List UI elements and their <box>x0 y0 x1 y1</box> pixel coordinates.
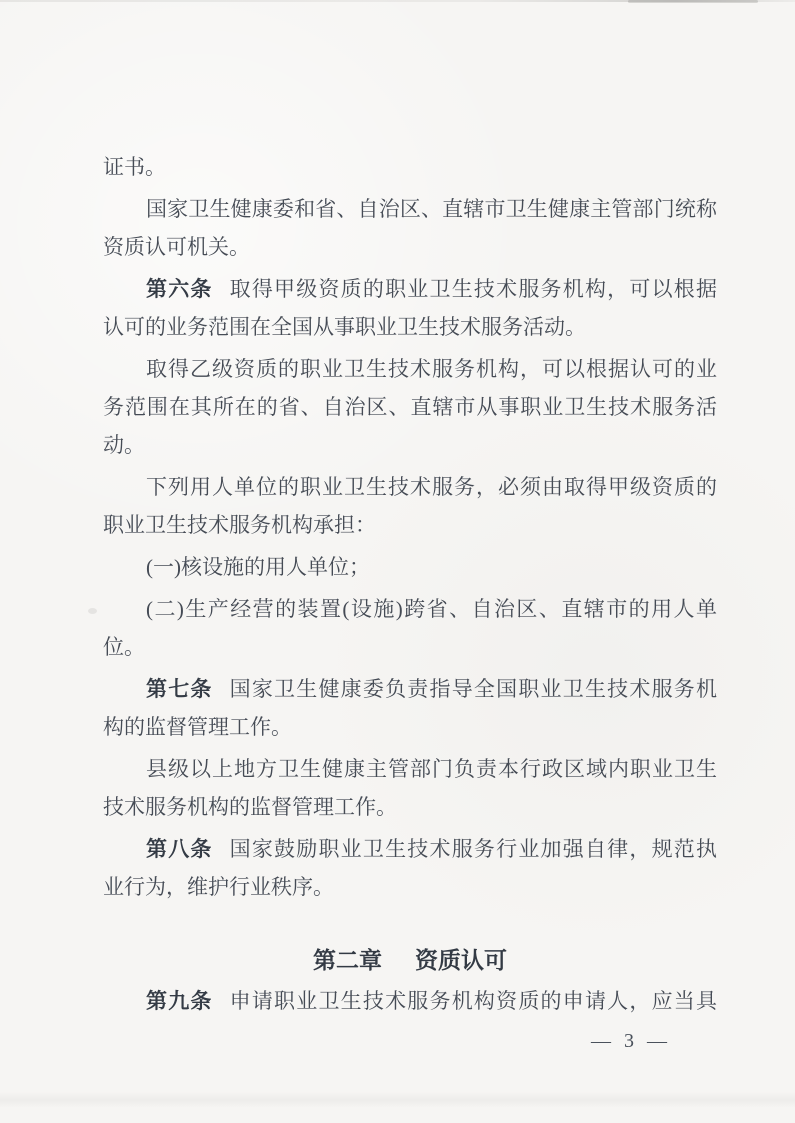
text-line: 业行为，维护行业秩序。 <box>103 875 334 899</box>
page-number-right-dash: — <box>647 1030 667 1052</box>
text-line: 技术服务机构的监督管理工作。 <box>103 795 397 819</box>
text-line: 认可的业务范围在全国从事职业卫生技术服务活动。 <box>103 315 586 339</box>
chapter-title: 资质认可 <box>415 948 507 973</box>
page-number-left-dash: — <box>591 1030 611 1052</box>
list-item-2: (二)生产经营的装置(设施)跨省、自治区、直辖市的用人单 <box>146 597 717 621</box>
page-number-value: 3 <box>624 1030 634 1052</box>
text-line: 构的监督管理工作。 <box>103 715 292 739</box>
text-line: 动。 <box>103 433 145 457</box>
scan-artifact-top-right-smudge <box>628 0 758 3</box>
article-text: 国家鼓励职业卫生技术服务行业加强自律，规范执 <box>229 837 717 861</box>
document-body <box>103 148 717 1053</box>
text-line: 取得乙级资质的职业卫生技术服务机构，可以根据认可的业 <box>146 357 717 381</box>
article-number: 第六条 <box>146 277 213 301</box>
article-number: 第九条 <box>146 989 213 1013</box>
text-line: 县级以上地方卫生健康主管部门负责本行政区域内职业卫生 <box>146 757 717 781</box>
text-line <box>103 670 717 708</box>
chapter-heading <box>103 942 717 980</box>
text-line <box>103 830 717 868</box>
text-line: 职业卫生技术服务机构承担： <box>103 513 376 537</box>
text-line: 位。 <box>103 635 145 659</box>
article-number: 第八条 <box>146 837 213 861</box>
text-line <box>103 982 717 1020</box>
page-number <box>103 1030 717 1053</box>
chapter-number: 第二章 <box>313 948 382 973</box>
text-line: 务范围在其所在的省、自治区、直辖市从事职业卫生技术服务活 <box>103 395 717 419</box>
text-line: 资质认可机关。 <box>103 235 250 259</box>
article-text: 国家卫生健康委负责指导全国职业卫生技术服务机 <box>229 677 717 701</box>
text-line: 国家卫生健康委和省、自治区、直辖市卫生健康主管部门统称 <box>146 197 717 221</box>
text-line: 下列用人单位的职业卫生技术服务，必须由取得甲级资质的 <box>146 475 717 499</box>
article-number: 第七条 <box>146 677 213 701</box>
article-text: 申请职业卫生技术服务机构资质的申请人，应当具 <box>229 989 717 1013</box>
scan-artifact-left-dot <box>88 608 97 614</box>
text-line <box>103 270 717 308</box>
list-item-1: (一)核设施的用人单位； <box>146 555 370 579</box>
scan-artifact-bottom-band <box>0 1092 795 1108</box>
text-line: 证书。 <box>103 155 166 179</box>
article-text: 取得甲级资质的职业卫生技术服务机构，可以根据 <box>229 277 717 301</box>
